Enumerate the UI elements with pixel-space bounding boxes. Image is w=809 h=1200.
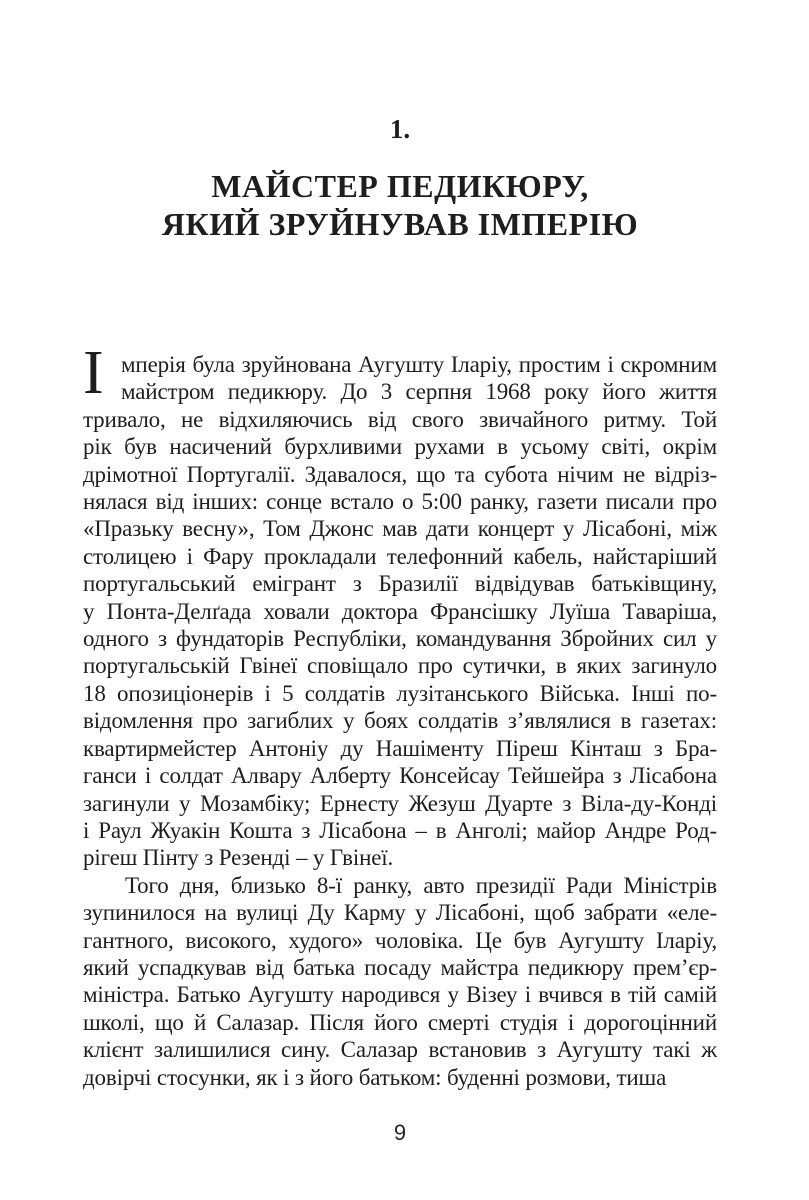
text-line: зупинилося на вулиці Ду Карму у Лісабоні, щоб забрати «еле- <box>83 900 717 926</box>
text-line: гантного, високого, худого» чоловіка. Це був Аугушту Іларіу, <box>83 927 717 953</box>
text-line: «Празьку весну», Том Джонс мав дати концерт у Лісабоні, між <box>83 516 717 542</box>
text-line: міністра. Батько Аугушту народився у Візеу і вчився в тій самій <box>83 982 717 1008</box>
text-line: довірчі стосунки, як і з його батьком: буденні розмови, тиша <box>83 1064 667 1090</box>
page-number: 9 <box>393 1120 407 1145</box>
text-line: мперія була зруйнована Аугушту Іларіу, простим і скромним <box>121 352 717 377</box>
text-line: рік був насичений бурхливими рухами в усьому світі, окрім <box>83 434 717 460</box>
text-line: португальський емігрант з Бразилії відвідував батьківщину, <box>83 571 717 597</box>
text-line: 18 опозиціонерів і 5 солдатів лузітанського Війська. Інші по- <box>83 680 717 706</box>
drop-cap: І <box>83 339 104 407</box>
text-line: дрімотної Португалії. Здавалося, що та субота нічим не відріз- <box>83 461 717 487</box>
text-line: квартирмейстер Антоніу ду Нашіменту Піреш Кінташ з Бра- <box>83 735 717 761</box>
text-line: португальській Гвінеї сповіщало про сутички, в яких загинуло <box>83 653 717 679</box>
text-line: рігеш Пінту з Резенді – у Гвінеї. <box>83 845 394 871</box>
text-line: нялася від інших: сонце встало о 5:00 ранку, газети писали про <box>83 489 717 515</box>
chapter-title-line-1: МАЙСТЕР ПЕДИКЮРУ, <box>211 168 589 204</box>
text-line: одного з фундаторів Республіки, командування Збройних сил у <box>83 626 717 652</box>
text-line: відомлення про загиблих у боях солдатів з’являлися в газетах: <box>83 708 717 734</box>
text-line: і Раул Жуакін Кошта з Лісабона – в Анголі; майор Андре Род- <box>83 817 717 843</box>
text-line: тривало, не відхиляючись від свого звичайного ритму. Той <box>83 406 717 432</box>
text-line: клієнт залишилися сину. Салазар встановив з Аугушту такі ж <box>83 1037 717 1063</box>
text-line: загинули у Мозамбіку; Ернесту Жезуш Дуарте з Віла-ду-Конді <box>83 790 717 816</box>
text-line: майстром педикюру. До 3 серпня 1968 року його життя <box>121 379 717 405</box>
chapter-title <box>83 167 717 243</box>
chapter-number: 1. <box>389 114 411 144</box>
text-line: столицею і Фару прокладали телефонний кабель, найстаріший <box>83 543 717 569</box>
body-text <box>83 339 717 1091</box>
text-line: який успадкував від батька посаду майстра педикюру прем’єр- <box>83 954 717 980</box>
chapter-title-line-2: ЯКИЙ ЗРУЙНУВАВ ІМПЕРІЮ <box>161 206 639 242</box>
text-line: школі, що й Салазар. Після його смерті студія і дорогоцінний <box>83 1009 717 1035</box>
text-line: Того дня, близько 8-ї ранку, авто президії Ради Міністрів <box>125 872 717 898</box>
text-line: у Понта-Делґада ховали доктора Франсішку Луїша Таваріша, <box>83 598 717 624</box>
text-line: ганси і солдат Алвару Алберту Консейсау Тейшейра з Лісабона <box>83 763 717 789</box>
